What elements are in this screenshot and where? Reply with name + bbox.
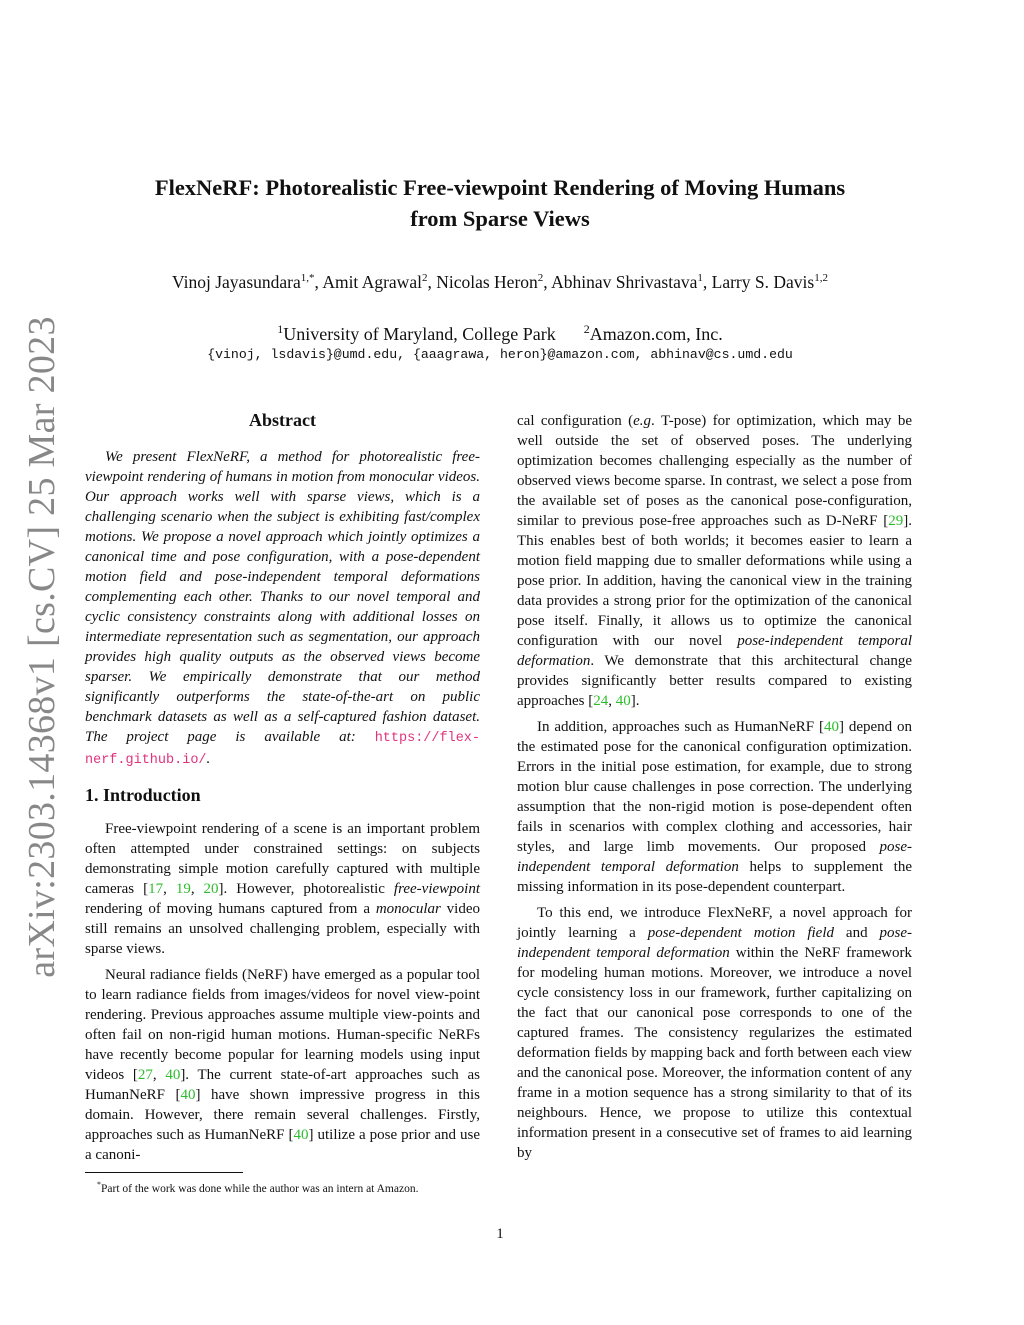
affiliation-umd: University of Maryland, College Park	[283, 324, 556, 344]
author-name: Larry S. Davis	[711, 271, 815, 292]
citation-link[interactable]: 19	[175, 881, 191, 897]
paper-title	[100, 172, 900, 234]
author-sup: 1,*	[300, 272, 315, 284]
footnote: *Part of the work was done while the author was an intern at Amazon.	[97, 1180, 419, 1195]
intro-paragraph-1: Free-viewpoint rendering of a scene is an important problem often attempted under constrained settings: on subjects demonstrating simple motion carefully captured with multiple cameras [17, 19, 20]. However, photorealistic free-viewpoint rendering of moving humans captured from a monocular video still remains an unsolved challenging problem, especially with sparse views.	[85, 821, 481, 957]
author-list: Vinoj Jayasundara$^{1,*}$, Amit Agrawal$^2$, Nicolas Heron$^2$, Abhinav Shrivastava$^1$, Larry S. Davis$^{1,2}$	[172, 271, 828, 292]
affiliations: $^1$University of Maryland, College Park $^2$Amazon.com, Inc.	[277, 322, 723, 344]
citation-link[interactable]: 20	[203, 881, 219, 897]
citation-link[interactable]: 40	[180, 1087, 196, 1103]
abstract-heading: Abstract	[249, 410, 316, 430]
intro-paragraph-5: To this end, we introduce FlexNeRF, a novel approach for jointly learning a pose-dependent motion field and pose-independent temporal deformation within the NeRF framework for modeling human motions. Moreover, we introduce a novel cycle consistency loss in our framework, further capitalizing on the fact that our canonical pose corresponds to one of the captured frames. The consistency regularizes the estimated deformation fields by mapping back and forth between each view and the canonical pose. Moreover, the information content of any frame in a motion sequence has a strong similarity to that of its neighbours. Hence, we propose to utilize this contextual information present in a consecutive set of frames to aid learning by	[517, 905, 912, 1161]
author-emails: {vinoj, lsdavis}@umd.edu, {aaagrawa, heron}@amazon.com, abhinav@cs.umd.edu	[207, 347, 793, 362]
title-line-2: from Sparse Views	[410, 206, 590, 231]
left-column	[85, 408, 480, 1165]
page-number: 1	[496, 1226, 504, 1242]
project-page-link[interactable]: https://flex-nerf.github.io/	[85, 731, 481, 768]
right-column	[517, 411, 912, 1163]
citation-link[interactable]: 29	[888, 513, 904, 529]
introduction-heading: 1. Introduction	[85, 785, 201, 805]
citation-link[interactable]: 40	[293, 1127, 309, 1143]
footnote-rule	[85, 1172, 243, 1173]
arxiv-identifier: arXiv:2303.14368v1 [cs.CV] 25 Mar 2023	[21, 316, 64, 978]
citation-link[interactable]: 40	[823, 719, 839, 735]
author-name: Nicolas Heron	[436, 271, 538, 292]
affiliation-amazon: Amazon.com, Inc.	[589, 324, 723, 344]
author-name: Vinoj Jayasundara	[172, 271, 301, 292]
author-sup: 2	[537, 272, 544, 284]
intro-paragraph-2: Neural radiance fields (NeRF) have emerged as a popular tool to learn radiance fields from images/videos for novel view-point rendering. Previous approaches assume multiple view-points and often fail on non-rigid human motions. Human-specific NeRFs have recently become popular for learning models using input videos [27, 40]. The current state-of-art approaches such as HumanNeRF [40] have shown impressive progress in this domain. However, there remain several challenges. Firstly, approaches such as HumanNeRF [40] utilize a pose prior and use a canoni-	[85, 967, 480, 1163]
abstract-section	[85, 408, 480, 771]
intro-paragraph-4: In addition, approaches such as HumanNeRF [40] depend on the estimated pose for the canonical configuration optimization. Errors in the initial pose estimation, for example, due to strong motion blur cause challenges in pose correction. The underlying assumption that the non-rigid motion is pose-dependent often fails in scenarios with complex clothing and accessories, hair styles, and large limb movements. Our proposed pose-independent temporal deformation helps to supplement the missing information in its pose-dependent counterpart.	[517, 719, 913, 895]
citation-link[interactable]: 27	[137, 1067, 153, 1083]
author-sup: 1	[697, 272, 703, 284]
citation-link[interactable]: 40	[615, 693, 631, 709]
abstract-text: We present FlexNeRF, a method for photorealistic free-viewpoint rendering of humans in motion from monocular videos. Our approach works well with sparse views, which is a challenging scenario when the subject is exhibiting fast/complex motions. We propose a novel approach which jointly optimizes a canonical time and pose configuration, with a pose-dependent motion field and pose-independent temporal deformations complementing each other. Thanks to our novel temporal and cyclic consistency constraints along with additional losses on intermediate representation such as segmentation, our approach provides high quality outputs as the observed views become sparser. We empirically demonstrate that our method significantly outperforms the state-of-the-art on public benchmark datasets as well as a self-captured fashion dataset. The project page is available at: https://flex-nerf.github.io/.	[85, 449, 481, 768]
author-name: Amit Agrawal	[322, 271, 422, 292]
author-sup: 1,2	[814, 272, 828, 284]
author-name: Abhinav Shrivastava	[551, 271, 698, 292]
intro-paragraph-3: cal configuration (e.g. T-pose) for optimization, which may be well outside the set of observed poses. The underlying optimization becomes challenging especially as the number of observed views become sparse. In contrast, we select a pose from the available set of poses as the canonical pose-configuration, similar to previous pose-free approaches such as D-NeRF [29]. This enables best of both worlds; it becomes easier to learn a motion field mapping due to smaller deformations while using a pose prior. In addition, having the canonical view in the training data provides a strong prior for the optimization of the canonical pose itself. Finally, it allows us to optimize the canonical configuration with our novel pose-independent temporal deformation. We demonstrate that this architectural change provides significantly better results compared to existing approaches [24, 40].	[517, 413, 912, 709]
citation-link[interactable]: 24	[593, 693, 609, 709]
citation-link[interactable]: 40	[165, 1067, 181, 1083]
title-line-1: FlexNeRF: Photorealistic Free-viewpoint Rendering of Moving Humans	[154, 175, 846, 200]
citation-link[interactable]: 17	[148, 881, 164, 897]
author-sup: 2	[421, 272, 428, 284]
